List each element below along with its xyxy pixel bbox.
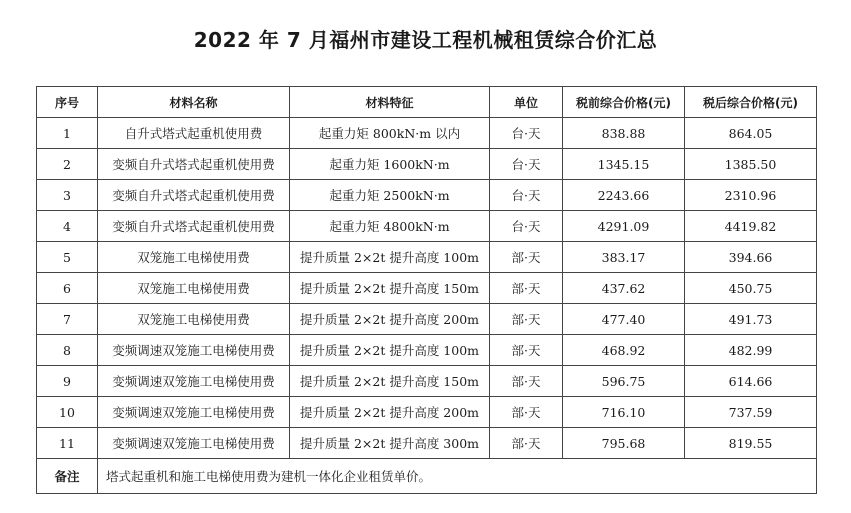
cell-aftertax-price: 482.99	[685, 335, 817, 366]
cell-index: 1	[37, 118, 98, 149]
cell-aftertax-price: 450.75	[685, 273, 817, 304]
cell-material-name: 变频自升式塔式起重机使用费	[98, 211, 290, 242]
cell-pretax-price: 2243.66	[563, 180, 685, 211]
cell-material-spec: 起重力矩 1600kN·m	[290, 149, 490, 180]
cell-material-name: 双笼施工电梯使用费	[98, 242, 290, 273]
cell-material-name: 变频自升式塔式起重机使用费	[98, 149, 290, 180]
cell-pretax-price: 468.92	[563, 335, 685, 366]
note-text: 塔式起重机和施工电梯使用费为建机一体化企业租赁单价。	[98, 459, 817, 494]
cell-pretax-price: 437.62	[563, 273, 685, 304]
cell-index: 7	[37, 304, 98, 335]
price-table	[36, 86, 817, 494]
cell-pretax-price: 4291.09	[563, 211, 685, 242]
cell-unit: 台·天	[490, 149, 563, 180]
cell-index: 4	[37, 211, 98, 242]
cell-index: 8	[37, 335, 98, 366]
table-row	[37, 304, 817, 335]
cell-material-name: 双笼施工电梯使用费	[98, 273, 290, 304]
table-row	[37, 211, 817, 242]
header-unit: 单位	[490, 87, 563, 118]
header-index: 序号	[37, 87, 98, 118]
cell-material-spec: 提升质量 2×2t 提升高度 200m	[290, 304, 490, 335]
cell-index: 10	[37, 397, 98, 428]
cell-unit: 部·天	[490, 366, 563, 397]
cell-aftertax-price: 491.73	[685, 304, 817, 335]
cell-pretax-price: 838.88	[563, 118, 685, 149]
cell-aftertax-price: 864.05	[685, 118, 817, 149]
table-row	[37, 149, 817, 180]
table-header-row	[37, 87, 817, 118]
cell-pretax-price: 795.68	[563, 428, 685, 459]
cell-unit: 部·天	[490, 273, 563, 304]
table-body	[37, 118, 817, 494]
cell-pretax-price: 716.10	[563, 397, 685, 428]
cell-aftertax-price: 2310.96	[685, 180, 817, 211]
cell-material-spec: 提升质量 2×2t 提升高度 100m	[290, 242, 490, 273]
cell-material-spec: 提升质量 2×2t 提升高度 200m	[290, 397, 490, 428]
cell-material-spec: 提升质量 2×2t 提升高度 300m	[290, 428, 490, 459]
cell-aftertax-price: 614.66	[685, 366, 817, 397]
note-row	[37, 459, 817, 494]
table-row	[37, 242, 817, 273]
cell-pretax-price: 477.40	[563, 304, 685, 335]
cell-aftertax-price: 737.59	[685, 397, 817, 428]
cell-unit: 台·天	[490, 211, 563, 242]
cell-material-spec: 提升质量 2×2t 提升高度 100m	[290, 335, 490, 366]
table-row	[37, 118, 817, 149]
cell-material-name: 变频调速双笼施工电梯使用费	[98, 335, 290, 366]
cell-material-spec: 提升质量 2×2t 提升高度 150m	[290, 273, 490, 304]
cell-unit: 部·天	[490, 304, 563, 335]
cell-index: 5	[37, 242, 98, 273]
cell-unit: 台·天	[490, 180, 563, 211]
cell-unit: 部·天	[490, 242, 563, 273]
cell-material-spec: 起重力矩 4800kN·m	[290, 211, 490, 242]
note-label: 备注	[37, 459, 98, 494]
table-row	[37, 428, 817, 459]
table-row	[37, 180, 817, 211]
cell-aftertax-price: 4419.82	[685, 211, 817, 242]
cell-index: 3	[37, 180, 98, 211]
cell-material-spec: 提升质量 2×2t 提升高度 150m	[290, 366, 490, 397]
cell-unit: 部·天	[490, 397, 563, 428]
header-material-name: 材料名称	[98, 87, 290, 118]
cell-material-name: 双笼施工电梯使用费	[98, 304, 290, 335]
cell-material-name: 变频调速双笼施工电梯使用费	[98, 397, 290, 428]
cell-index: 2	[37, 149, 98, 180]
cell-material-spec: 起重力矩 2500kN·m	[290, 180, 490, 211]
cell-unit: 台·天	[490, 118, 563, 149]
cell-material-name: 自升式塔式起重机使用费	[98, 118, 290, 149]
cell-aftertax-price: 819.55	[685, 428, 817, 459]
table-row	[37, 335, 817, 366]
cell-unit: 部·天	[490, 335, 563, 366]
table-row	[37, 397, 817, 428]
cell-material-name: 变频调速双笼施工电梯使用费	[98, 366, 290, 397]
cell-material-name: 变频调速双笼施工电梯使用费	[98, 428, 290, 459]
page-title: 2022 年 7 月福州市建设工程机械租赁综合价汇总	[193, 28, 658, 52]
cell-pretax-price: 383.17	[563, 242, 685, 273]
cell-material-spec: 起重力矩 800kN·m 以内	[290, 118, 490, 149]
cell-index: 9	[37, 366, 98, 397]
header-material-spec: 材料特征	[290, 87, 490, 118]
cell-aftertax-price: 1385.50	[685, 149, 817, 180]
cell-unit: 部·天	[490, 428, 563, 459]
header-aftertax-price: 税后综合价格(元)	[685, 87, 817, 118]
header-pretax-price: 税前综合价格(元)	[563, 87, 685, 118]
cell-index: 11	[37, 428, 98, 459]
cell-material-name: 变频自升式塔式起重机使用费	[98, 180, 290, 211]
cell-pretax-price: 1345.15	[563, 149, 685, 180]
cell-aftertax-price: 394.66	[685, 242, 817, 273]
cell-pretax-price: 596.75	[563, 366, 685, 397]
cell-index: 6	[37, 273, 98, 304]
table-row	[37, 273, 817, 304]
table-row	[37, 366, 817, 397]
